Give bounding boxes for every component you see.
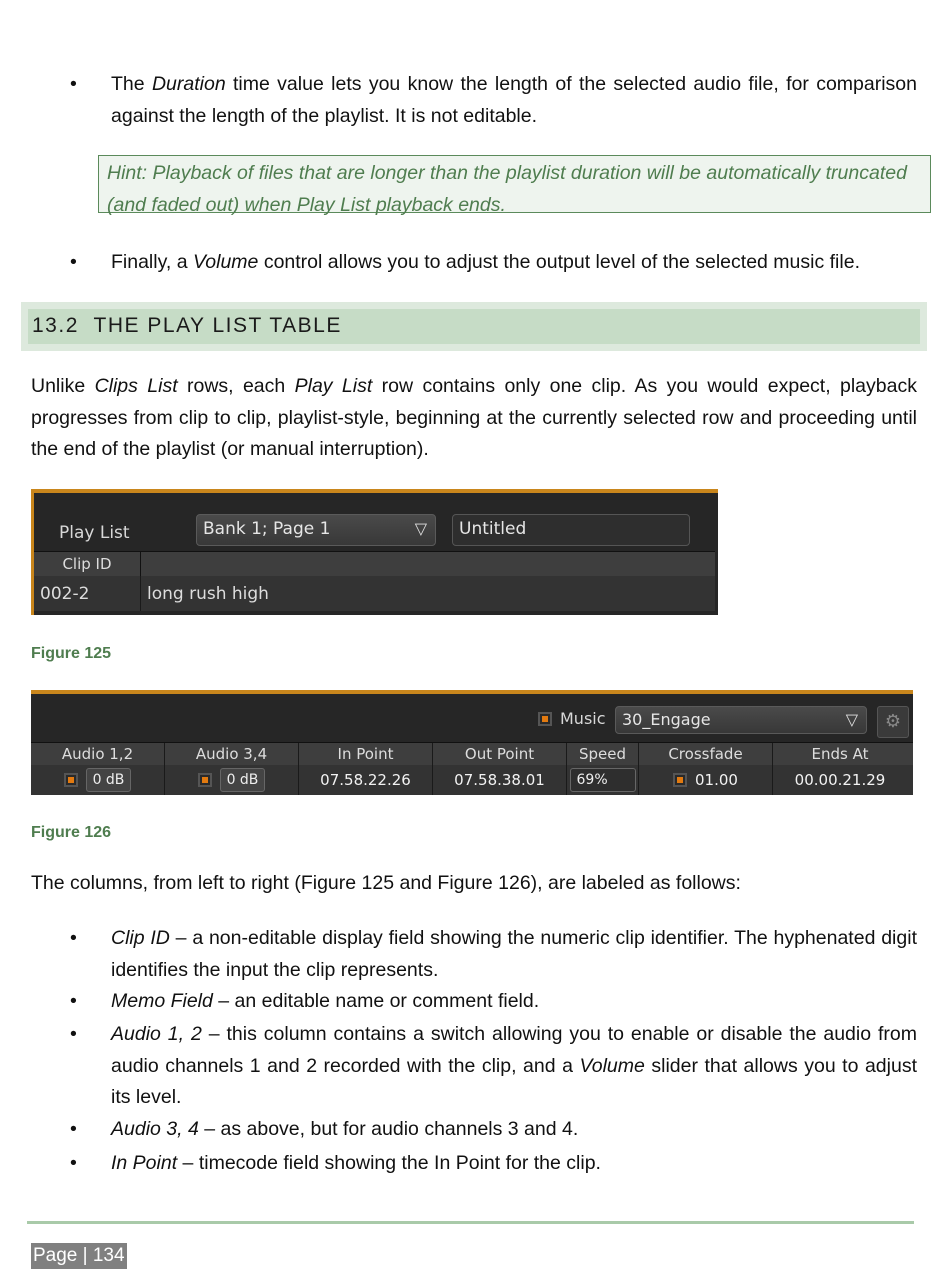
table-row[interactable] xyxy=(31,765,913,795)
bullet-dot: • xyxy=(70,1118,77,1140)
row-clip-id: 002-2 xyxy=(34,576,141,611)
col-in-point: In Point xyxy=(299,743,433,765)
list-item: • Audio 1, 2 – this column contains a switch allowing you to enable or disable the audio from audio channels 1 and 2 recorded with the clip, and a Volume slider that allows you to adjust its level. xyxy=(70,1019,917,1114)
bullet-dot: • xyxy=(70,1152,77,1174)
table-header xyxy=(31,742,913,766)
hint-box: Hint: Playback of files that are longer than the playlist duration will be automatically truncated (and faded out) when Play List playback ends. xyxy=(98,155,931,213)
intro-paragraph: Unlike Clips List rows, each Play List row contains only one clip. As you would expect, playback progresses from clip to clip, playlist-style, beginning at the currently selected row and proceeding until the end of the playlist (or manual interruption). xyxy=(31,375,917,460)
audio34-volume[interactable]: 0 dB xyxy=(220,768,266,792)
music-label: Music xyxy=(560,709,606,728)
audio12-volume[interactable]: 0 dB xyxy=(86,768,132,792)
playlist-panel-screenshot xyxy=(31,489,718,615)
figure-126-caption: Figure 126 xyxy=(31,824,112,841)
playlist-label: Play List xyxy=(59,523,130,543)
chevron-down-icon: ▽ xyxy=(414,519,427,538)
music-checkbox[interactable] xyxy=(538,712,552,726)
figure-125-caption: Figure 125 xyxy=(31,645,112,662)
list-item: • Audio 3, 4 – as above, but for audio channels 3 and 4. xyxy=(70,1114,917,1146)
list-item: • Clip ID – a non-editable display field showing the numeric clip identifier. The hyphenated digit identifies the input the clip represents. xyxy=(70,923,917,986)
footer-divider xyxy=(27,1221,914,1224)
gear-icon[interactable]: ⚙ xyxy=(877,706,909,738)
bullet-dot: • xyxy=(70,73,77,95)
bullet-dot: • xyxy=(70,990,77,1012)
bullet-dot: • xyxy=(70,927,77,949)
playlist-columns-screenshot xyxy=(31,690,913,795)
music-select[interactable]: 30_Engage ▽ xyxy=(615,706,867,734)
speed-cell xyxy=(567,765,639,795)
speed-value[interactable]: 69% xyxy=(570,768,636,792)
crossfade-value[interactable]: 01.00 xyxy=(695,771,738,789)
col-audio34: Audio 3,4 xyxy=(165,743,299,765)
audio34-cell xyxy=(165,765,299,795)
col-out-point: Out Point xyxy=(433,743,567,765)
section-heading: 13.2 THE PLAY LIST TABLE xyxy=(32,314,342,337)
col-ends-at: Ends At xyxy=(811,745,869,763)
bullet-duration: • The Duration time value lets you know the length of the selected audio file, for comparison against the length of the playlist. It is not editable. xyxy=(70,69,917,132)
crossfade-cell xyxy=(639,765,773,795)
col-crossfade: Crossfade xyxy=(639,743,773,765)
chevron-down-icon: ▽ xyxy=(845,710,858,729)
col-clip-id: Clip ID xyxy=(34,552,141,576)
col-audio12: Audio 1,2 xyxy=(31,743,165,765)
list-item: • In Point – timecode field showing the In Point for the clip. xyxy=(70,1148,917,1180)
playlist-name-field[interactable]: Untitled xyxy=(452,514,690,546)
row-memo[interactable]: long rush high xyxy=(147,583,269,604)
out-point-value[interactable]: 07.58.38.01 xyxy=(433,765,567,795)
page-number: Page | 134 xyxy=(31,1243,127,1269)
bullet-volume: • Finally, a Volume control allows you to adjust the output level of the selected music file. xyxy=(70,247,917,279)
bullet-dot: • xyxy=(70,1023,77,1045)
bank-page-select[interactable]: Bank 1; Page 1 ▽ xyxy=(196,514,436,546)
table-header xyxy=(34,551,715,577)
audio34-checkbox[interactable] xyxy=(198,773,212,787)
audio12-cell xyxy=(31,765,165,795)
in-point-value[interactable]: 07.58.22.26 xyxy=(299,765,433,795)
audio12-checkbox[interactable] xyxy=(64,773,78,787)
music-toggle[interactable] xyxy=(538,709,606,728)
bullet-dot: • xyxy=(70,251,77,273)
table-row[interactable] xyxy=(34,576,715,611)
col-speed: Speed xyxy=(567,743,639,765)
columns-intro: The columns, from left to right (Figure 125 and Figure 126), are labeled as follows: xyxy=(31,872,741,894)
crossfade-checkbox[interactable] xyxy=(673,773,687,787)
ends-at-value: 00.00.21.29 xyxy=(794,771,886,789)
list-item: • Memo Field – an editable name or comment field. xyxy=(70,986,917,1018)
